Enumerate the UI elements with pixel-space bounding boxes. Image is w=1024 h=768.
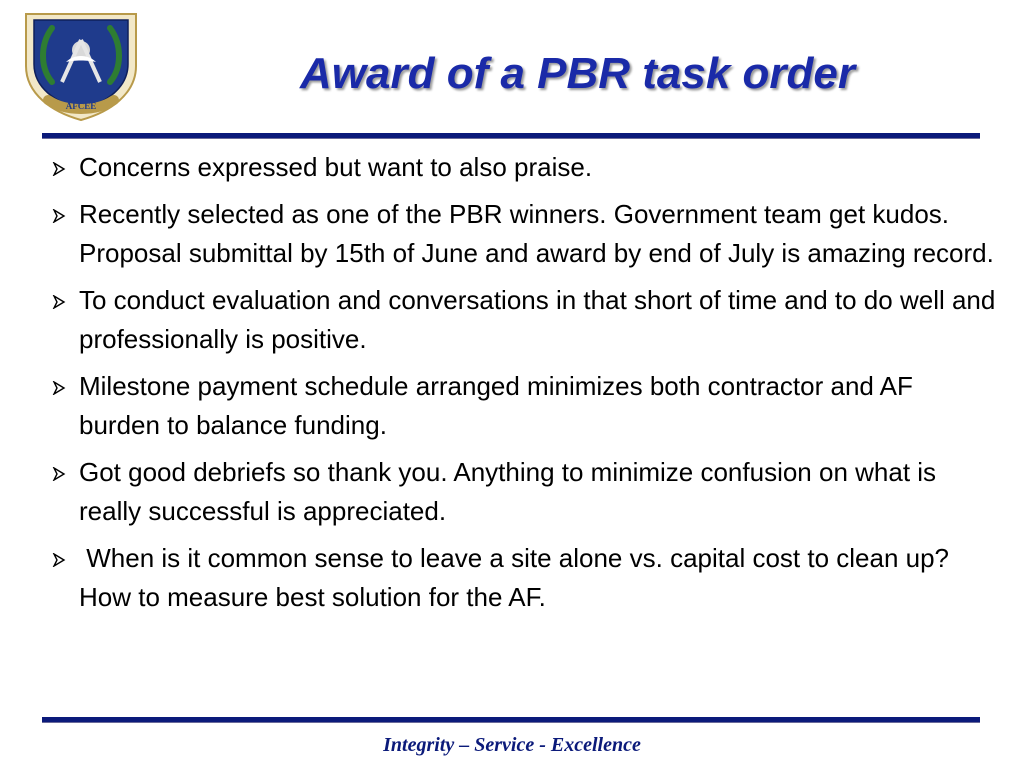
afcee-shield-logo	[18, 8, 144, 124]
arrow-bullet-icon	[52, 381, 66, 395]
bullet-item	[46, 539, 996, 618]
slide-title: Award of a PBR task order	[300, 49, 856, 98]
arrow-bullet-icon	[52, 553, 66, 567]
bullet-list	[46, 148, 996, 625]
arrow-bullet-icon	[52, 295, 66, 309]
arrow-bullet-icon	[52, 162, 66, 176]
arrow-bullet-icon	[52, 467, 66, 481]
footer-divider	[42, 717, 980, 723]
bullet-text: When is it common sense to leave a site alone vs. capital cost to clean up? How to measure best solution for the AF.	[79, 542, 964, 612]
bullet-item	[46, 195, 996, 274]
bullet-text: To conduct evaluation and conversations in that short of time and to do well and professionally is positive.	[79, 284, 996, 354]
title-divider	[42, 133, 980, 139]
bullet-item	[46, 367, 996, 446]
footer-motto: Integrity – Service - Excellence	[383, 734, 641, 756]
bullet-text: Milestone payment schedule arranged minimizes both contractor and AF burden to balance funding.	[79, 370, 913, 440]
bullet-text: Concerns expressed but want to also praise.	[79, 152, 593, 182]
arrow-bullet-icon	[52, 209, 66, 223]
bullet-text: Recently selected as one of the PBR winners. Government team get kudos. Proposal submittal by 15th of June and award by end of July is amazing record.	[79, 198, 994, 268]
logo-text: AFCEE	[65, 101, 97, 111]
bullet-item	[46, 281, 996, 360]
bullet-item	[46, 453, 996, 532]
bullet-item	[46, 148, 996, 188]
bullet-text: Got good debriefs so thank you. Anything to minimize confusion on what is really successful is appreciated.	[79, 456, 937, 526]
